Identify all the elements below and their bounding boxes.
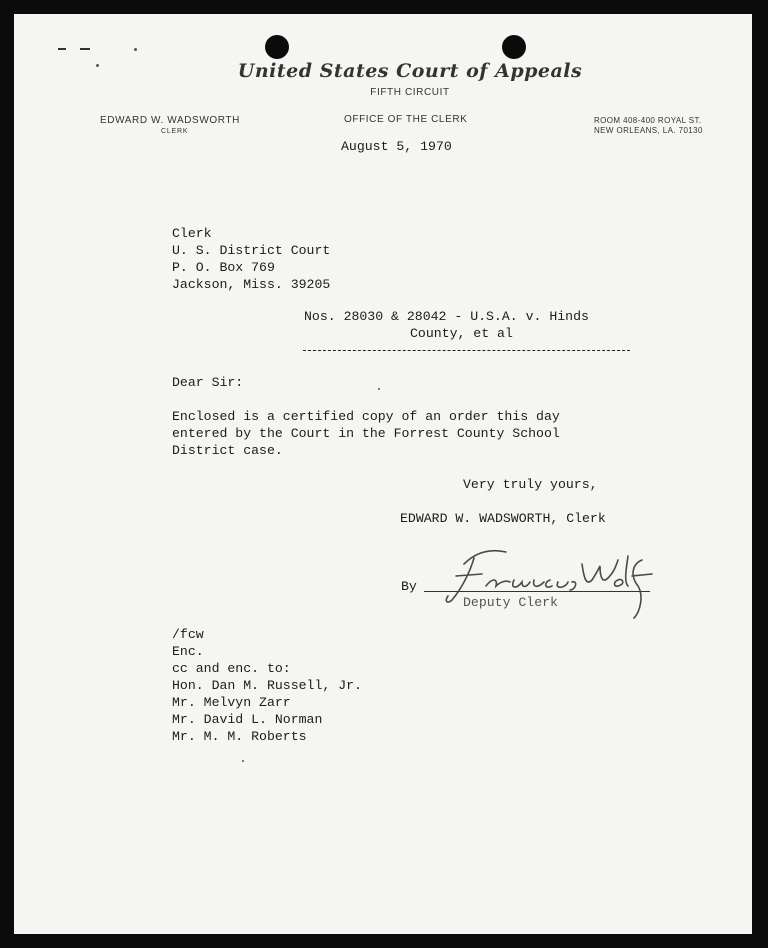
- recipient-line: P. O. Box 769: [172, 260, 275, 275]
- cc-list: [172, 677, 362, 745]
- letter-page: [14, 14, 752, 934]
- clerk-name: EDWARD W. WADSWORTH: [100, 115, 240, 126]
- stray-dot: [242, 760, 244, 762]
- circuit-name: FIFTH CIRCUIT: [370, 87, 450, 98]
- court-address: [594, 116, 703, 136]
- signer-title: Deputy Clerk: [463, 595, 558, 610]
- stray-mark: [58, 48, 66, 50]
- typist-initials: /fcw: [172, 627, 204, 642]
- salutation: Dear Sir:: [172, 375, 244, 390]
- address-line: ROOM 408-400 ROYAL ST.: [594, 116, 702, 125]
- enclosure-notation: Enc.: [172, 644, 204, 659]
- punch-hole-left: [265, 35, 289, 59]
- body-line: Enclosed is a certified copy of an order this day: [172, 409, 560, 424]
- recipient-line: U. S. District Court: [172, 243, 331, 258]
- stray-dot: [378, 388, 380, 390]
- cc-recipient: Mr. Melvyn Zarr: [172, 695, 291, 710]
- recipient-line: Jackson, Miss. 39205: [172, 277, 331, 292]
- by-label: By: [401, 579, 417, 594]
- letter-body: [172, 408, 560, 459]
- case-reference-line2: County, et al: [410, 326, 513, 341]
- cc-label: cc and enc. to:: [172, 661, 291, 676]
- stray-mark: [80, 48, 90, 50]
- court-name: United States Court of Appeals: [237, 60, 583, 82]
- reference-underline: [303, 350, 630, 351]
- address-line: NEW ORLEANS, LA. 70130: [594, 126, 703, 135]
- cc-recipient: Mr. David L. Norman: [172, 712, 323, 727]
- body-line: District case.: [172, 443, 283, 458]
- case-reference-line1: Nos. 28030 & 28042 - U.S.A. v. Hinds: [304, 309, 589, 324]
- signer-name: EDWARD W. WADSWORTH, Clerk: [400, 511, 606, 526]
- cc-recipient: Hon. Dan M. Russell, Jr.: [172, 678, 362, 693]
- recipient-address: [172, 225, 330, 293]
- closing: Very truly yours,: [463, 477, 598, 492]
- body-line: entered by the Court in the Forrest County School: [172, 426, 560, 441]
- letter-date: August 5, 1970: [341, 139, 452, 154]
- office-of-clerk: OFFICE OF THE CLERK: [344, 114, 468, 125]
- cc-recipient: Mr. M. M. Roberts: [172, 729, 307, 744]
- recipient-line: Clerk: [172, 226, 212, 241]
- clerk-title: CLERK: [161, 128, 189, 135]
- stray-dot: [134, 48, 137, 51]
- punch-hole-right: [502, 35, 526, 59]
